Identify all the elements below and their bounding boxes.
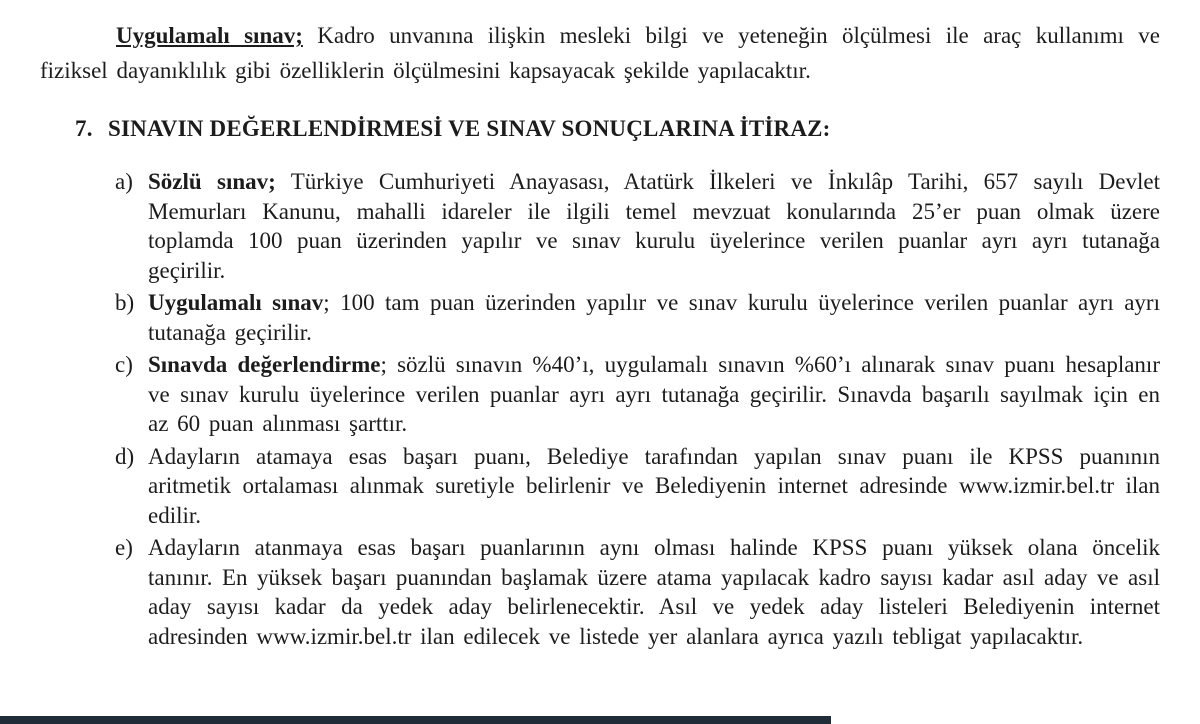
item-text: Türkiye Cumhuriyeti Anayasası, Atatürk İlkeleri ve İnkılâp Tarihi, 657 sayılı Devlet Memurları Kanunu, mahalli idareler ile ilgili temel mevzuat konularında 25’er puan olmak üzere toplamda 100 puan üzerinden yapılır ve sınav kurulu üyelerince verilen puanlar ayrı ayrı tutanağa geçirilir. [148,169,1160,283]
item-text: Adayların atamaya esas başarı puanı, Belediye tarafından yapılan sınav puanı ile KPSS puanının aritmetik ortalaması alınmak suretiyle belirlenir ve Belediyenin internet adresinde www.izmir.bel.tr ilan edilir. [148,443,1160,528]
item-marker: c) [115,352,133,377]
intro-paragraph [40,18,1160,88]
list-item [115,350,1160,439]
page-bottom-bar [0,716,831,724]
item-marker: e) [115,535,133,560]
intro-text: Kadro unvanına ilişkin mesleki bilgi ve yeteneğin ölçülmesi ile araç kullanımı ve fiziksel dayanıklılık gibi özelliklerin ölçülmesini kapsayacak şekilde yapılacaktır. [40,23,1160,83]
intro-lead: Uygulamalı sınav; [116,23,303,48]
item-text: ; 100 tam puan üzerinden yapılır ve sınav kurulu üyelerince verilen puanlar ayrı ayrı tutanağa geçirilir. [148,290,1160,345]
item-lead: Sözlü sınav; [148,169,276,194]
list-item [115,533,1160,651]
item-list [115,167,1160,651]
item-lead: Sınavda değerlendirme [148,352,381,377]
item-marker: a) [115,169,133,194]
heading-text: SINAVIN DEĞERLENDİRMESİ VE SINAV SONUÇLARINA İTİRAZ: [108,116,831,141]
item-text: Adayların atanmaya esas başarı puanlarının aynı olması halinde KPSS puanı yüksek olana öncelik tanınır. En yüksek başarı puanından başlamak üzere atama yapılacak kadro sayısı kadar asıl aday ve asıl aday sayısı kadar da yedek aday belirlenecektir. Asıl ve yedek aday listeleri Belediyenin internet adresinden www.izmir.bel.tr ilan edilecek ve listede yer alanlara ayrıca yazılı tebligat yapılacaktır. [148,535,1160,649]
item-marker: b) [115,290,135,315]
list-item [115,442,1160,531]
heading-number: 7. [75,116,93,141]
item-marker: d) [115,443,135,469]
section-heading [75,116,1160,142]
item-lead: Uygulamalı sınav [148,290,324,315]
list-item [115,167,1160,285]
list-item [115,288,1160,347]
item-text: ; sözlü sınavın %40’ı, uygulamalı sınavın %60’ı alınarak sınav puanı hesaplanır ve sınav kurulu üyelerince verilen puanlar ayrı ayrı tutanağa geçirilir. Sınavda başarılı sayılmak için en az 60 puan alınması şarttır. [148,352,1160,436]
